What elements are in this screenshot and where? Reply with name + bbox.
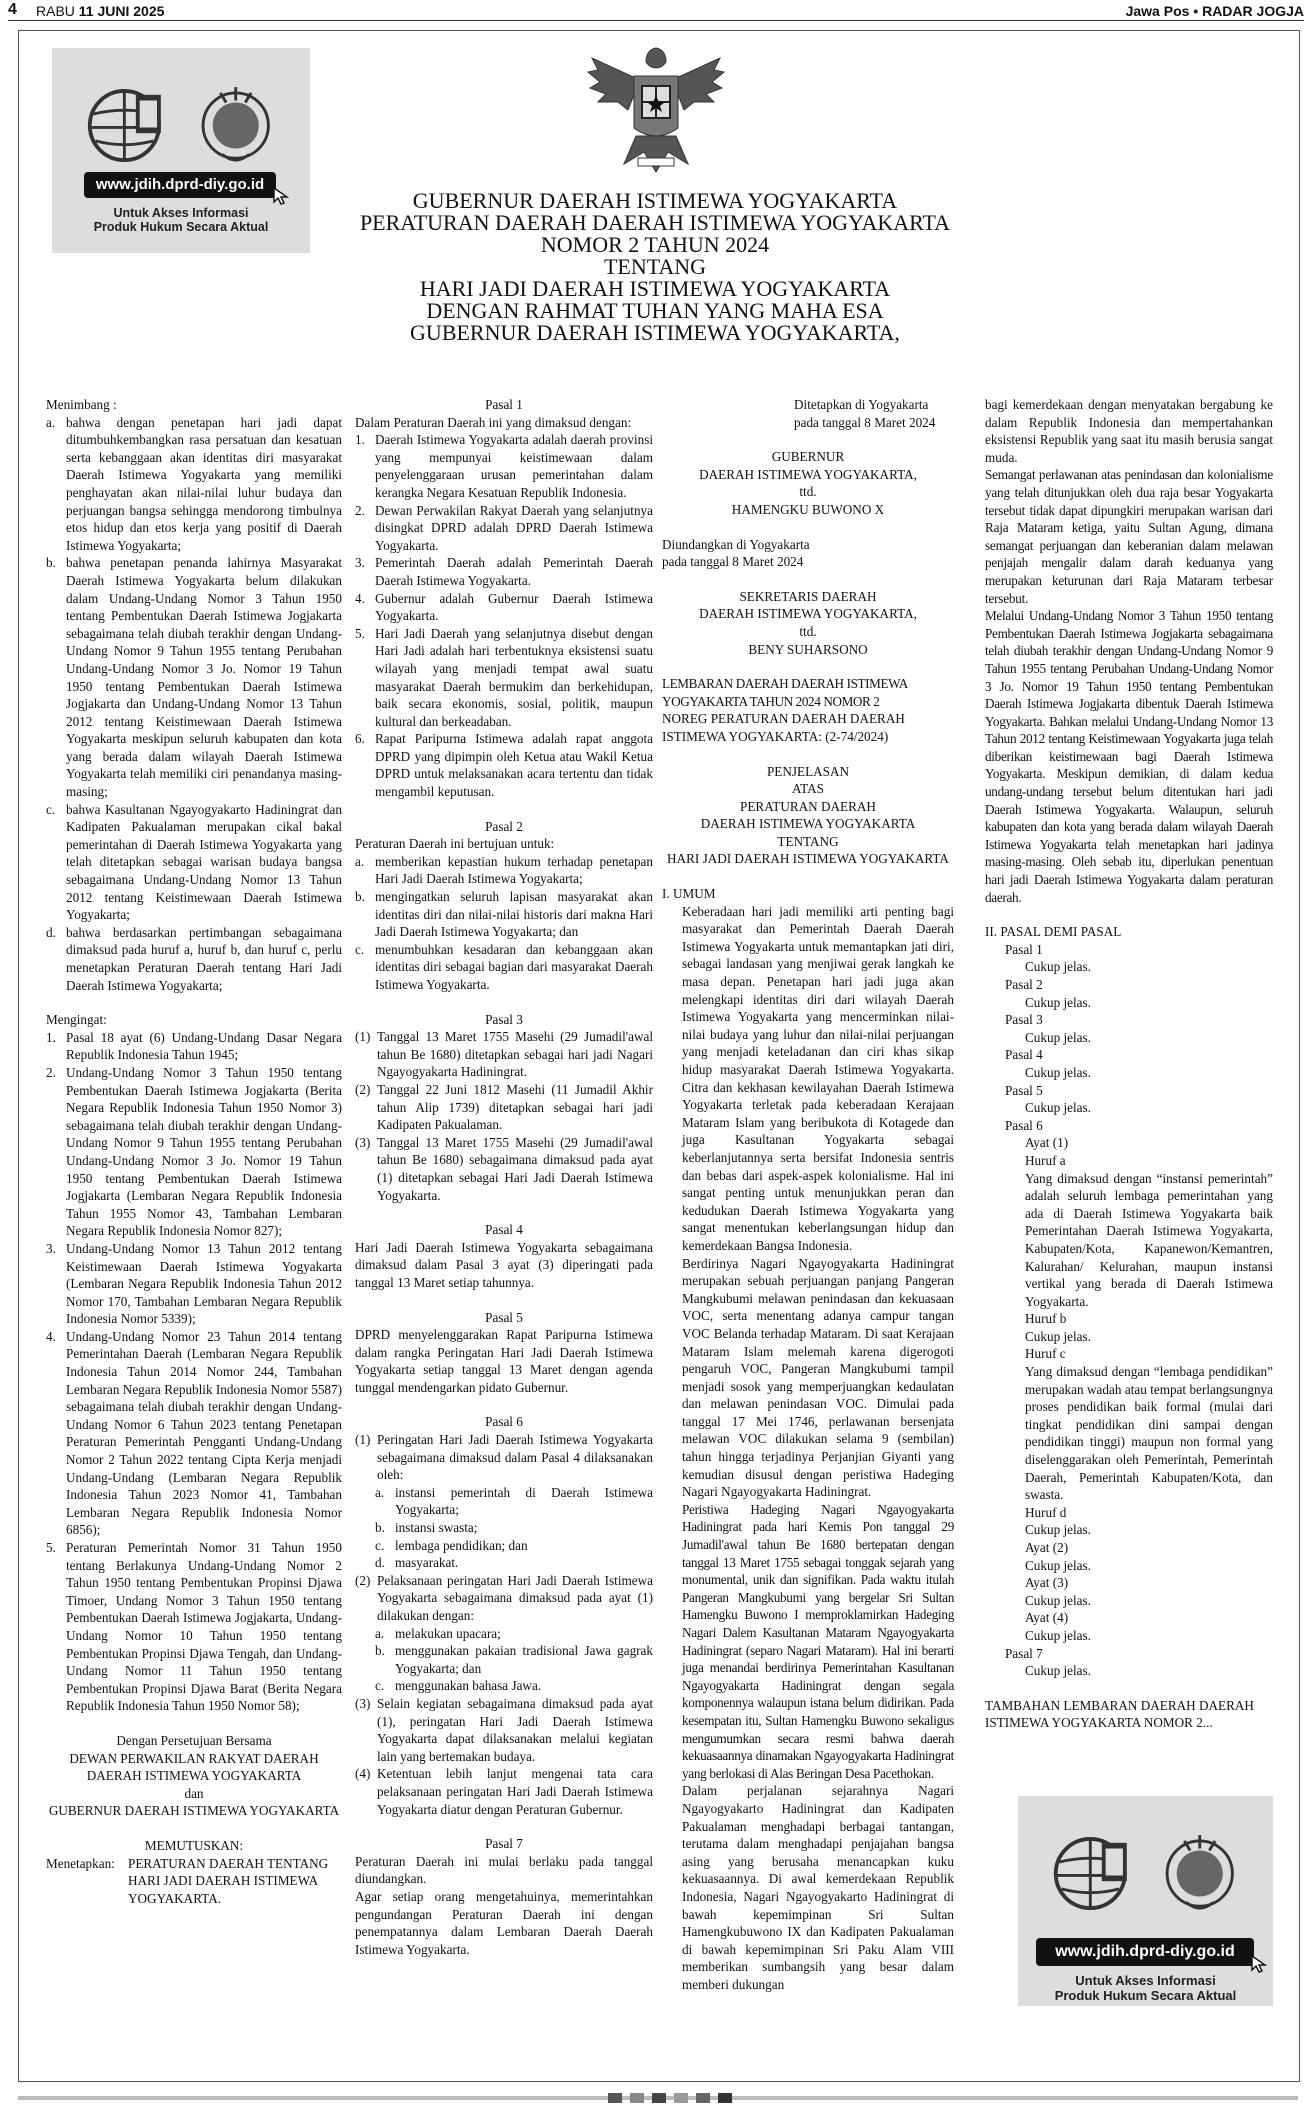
jdih-caption: Untuk Akses Informasi Produk Hukum Secara Aktual	[93, 206, 269, 235]
list-item: (4) Ketentuan lebih lanjut mengenai tata cara pelaksanaan peringatan Hari Jadi Daerah Istimewa Yogyakarta diatur dengan Peraturan Gubernur.	[355, 1766, 653, 1817]
list-item: a. bahwa dengan penetapan hari jadi dapat ditumbuhkembangkan rasa persatuan dan kesatuan serta kebanggaan akan identitas diri masyarakat Daerah Istimewa Yogyakarta yang memiliki penghayatan akan nilai-nilai luhur budaya dan perjuangan bangsa sehingga mendorong timbulnya etos hidup dan etos kerja yang positif di Daerah Istimewa Yogyakarta;	[46, 414, 342, 553]
list-item: d. bahwa berdasarkan pertimbangan sebagaimana dimaksud pada huruf a, huruf b, dan huruf c, perlu menetapkan Peraturan Daerah tentang Hari Jadi Daerah Istimewa Yogyakarta;	[46, 924, 342, 993]
footer-bar	[18, 2093, 1298, 2103]
umum-heading: I. UMUM	[662, 886, 716, 902]
list-item: a. memberikan kepastian hukum terhadap penetapan Hari Jadi Daerah Istimewa Yogyakarta;	[355, 853, 653, 887]
pasal-demi-pasal-heading: II. PASAL DEMI PASAL	[985, 924, 1122, 940]
persetujuan-block: Dengan Persetujuan Bersama DEWAN PERWAKILAN RAKYAT DAERAH DAERAH ISTIMEWA YOGYAKARTA dan GUBERNUR DAERAH ISTIMEWA YOGYAKARTA	[48, 1732, 340, 1819]
list-item: (2) Tanggal 22 Juni 1812 Masehi (11 Jumadil Akhir tahun Alip 1739) ditetapkan sebagai hari jadi Kadipaten Pakualaman.	[355, 1081, 653, 1133]
jdih-url-link[interactable]: www.jdih.dprd-diy.go.id	[84, 172, 276, 198]
list-item: (1) Peringatan Hari Jadi Daerah Istimewa Yogyakarta sebagaimana dimaksud dalam Pasal 4 dilaksanakan oleh:	[355, 1432, 653, 1483]
lembaran-daerah: LEMBARAN DAERAH DAERAH ISTIMEWA YOGYAKARTA TAHUN 2024 NOMOR 2	[662, 676, 908, 709]
tambahan-lembaran: TAMBAHAN LEMBARAN DAERAH DAERAH ISTIMEWA YOGYAKARTA NOMOR 2...	[985, 1697, 1254, 1731]
list-item: (2) Pelaksanaan peringatan Hari Jadi Daerah Istimewa Yogyakarta sebagaimana dimaksud pada ayat (1) dilakukan dengan:	[355, 1572, 653, 1623]
publication-name: Jawa Pos • RADAR JOGJA	[1125, 3, 1304, 19]
column-4: bagi kemerdekaan dengan menyatakan bergabung ke dalam Republik Indonesia dan mempertahankan eksistensi Republik yang saat itu masih berusia sangat muda. Semangat perlawanan atas penindasan dan kolonialisme yang telah ditunjukkan oleh dua raja besar Yogyakarta tersebut tidak dapat dipungkiri merupakan warisan dari Raja Mataram ketiga, yaitu Sultan Agung, dimana semangat perjuangan dan keberanian dalam melawan penjajah mengalir dalam darah keduanya yang merupakan keturunan dari Raja Mataram terbesar tersebut. Melalui Undang-Undang Nomor 3 Tahun 1950 tentang Pembentukan Daerah Istimewa Jogjakarta sebagaimana telah diubah terakhir dengan Undang-Undang Nomor 9 Tahun 1955 tentang Perubahan Undang-Undang Nomor 3 Jo. Nomor 19 Tahun 1950 tentang Pembentukan Daerah Istimewa Jogjakarta dibentuk Daerah Istimewa Yogyakarta. Bahkan melalui Undang-Undang Nomor 13 Tahun 2012 tentang Keistimewaan Yogyakarta juga telah diberikan keistimewaan bagi Daerah Istimewa Yogyakarta. Meskipun demikian, di dalam kedua undang-undang tersebut belum ditentukan hari jadi Daerah Istimewa Yogyakarta. Walaupun, seluruh kabupaten dan kota yang berada dalam wilayah Daerah Istimewa Yogyakarta telah menetapkan hari jadinya masing-masing. Oleh sebab itu, diperlukan penentuan hari jadi Daerah Istimewa Yogyakarta dalam peraturan daerah. II. PASAL DEMI PASAL Pasal 1 Cukup jelas. Pasal 2 Cukup jelas. Pasal 3 Cukup jelas. Pasal 4 Cukup jelas. Pasal 5 Cukup jelas. Pasal 6 Ayat (1) Huruf a Yang dimaksud dengan “instansi pemerintah” adalah seluruh lembaga pemerintahan yang ada di Daerah Istimewa Yogyakarta baik Pemerintahan Daerah Istimewa Yogyakarta, Kabupaten/Kota, Kapanewon/Kemantren, Kalurahan/ Kelurahan, maupun instansi vertikal yang berada di Daerah Istimewa Yogyakarta. Huruf b Cukup jelas. Huruf c Yang dimaksud dengan “lembaga pendidikan” merupakan wadah atau tempat berlangsungnya proses pendidikan baik formal (mulai dari tingkat pendidikan dini sampai dengan pendidikan tinggi) maupun non formal yang diselenggarakan oleh Pemerintah, Pemerintah Daerah, Pemerintah Kabupaten/Kota, dan swasta. Huruf d Cukup jelas. Ayat (2) Cukup jelas. Ayat (3) Cukup jelas. Ayat (4) Cukup jelas. Pasal 7 Cukup jelas. TAMBAHAN LEMBARAN DAERAH DAERAH ISTIMEWA YOGYAKARTA NOMOR 2...	[985, 397, 1273, 1731]
jdih-url-link[interactable]: www.jdih.dprd-diy.go.id	[1036, 1938, 1254, 1966]
dprd-logos-icon	[1018, 1814, 1273, 1934]
list-item: 1. Daerah Istimewa Yogyakarta adalah daerah provinsi yang mempunyai keistimewaan dalam penyelenggaraan urusan pemerintahan dalam kerangka Negara Kesatuan Republik Indonesia.	[355, 432, 653, 500]
column-2: Pasal 1 Dalam Peraturan Daerah ini yang dimaksud dengan: 1. Daerah Istimewa Yogyakarta adalah daerah provinsi yang mempunyai keistimewaan dalam penyelenggaraan urusan pemerintahan dalam kerangka Negara Kesatuan Republik Indonesia. 2. Dewan Perwakilan Rakyat Daerah yang selanjutnya disingkat DPRD adalah DPRD Daerah Istimewa Yogyakarta. 3. Pemerintah Daerah adalah Pemerintah Daerah Daerah Istimewa Yogyakarta. 4. Gubernur adalah Gubernur Daerah Istimewa Yogyakarta. 5. Hari Jadi Daerah yang selanjutnya disebut dengan Hari Jadi adalah hari terbentuknya eksistensi suatu wilayah yang menjadi tempat awal suatu masyarakat Daerah bermukim dan berkehidupan, baik secara ekonomis, sosial, politik, maupun kultural dan berkeadaban. 6. Rapat Paripurna Istimewa adalah rapat anggota DPRD yang dipimpin oleh Ketua atau Wakil Ketua DPRD untuk melaksanakan acara tertentu dan tidak mengambil keputusan. Pasal 2 Peraturan Daerah ini bertujuan untuk: a. memberikan kepastian hukum terhadap penetapan Hari Jadi Daerah Istimewa Yogyakarta; b. mengingatkan seluruh lapisan masyarakat akan identitas diri dan nilai-nilai historis dari makna Hari Jadi Daerah Istimewa Yogyakarta; dan c. menumbuhkan kesadaran dan kebanggaan akan identitas diri sebagai bagian dari masyarakat Daerah Istimewa Yogyakarta. Pasal 3 (1) Tanggal 13 Maret 1755 Masehi (29 Jumadil'awal tahun Be 1680) ditetapkan sebagai hari jadi Nagari Ngayogyakarta Hadiningrat. (2) Tanggal 22 Juni 1812 Masehi (11 Jumadil Akhir tahun Alip 1739) ditetapkan sebagai hari jadi Kadipaten Pakualaman. (3) Tanggal 13 Maret 1755 Masehi (29 Jumadil'awal tahun Be 1680) sebagaimana dimaksud pada ayat (1) ditetapkan sebagai Hari Jadi Daerah Istimewa Yogyakarta. Pasal 4 Hari Jadi Daerah Istimewa Yogyakarta sebagaimana dimaksud dalam Pasal 3 ayat (3) diperingati pada tanggal 13 Maret setiap tahunnya. Pasal 5 DPRD menyelenggarakan Rapat Paripurna Istimewa dalam rangka Peringatan Hari Jadi Daerah Istimewa Yogyakarta setiap tanggal 13 Maret dengan agenda tunggal mendengarkan pidato Gubernur. Pasal 6 (1) Peringatan Hari Jadi Daerah Istimewa Yogyakarta sebagaimana dimaksud dalam Pasal 4 dilaksanakan oleh: a. instansi pemerintah di Daerah Istimewa Yogyakarta; b. instansi swasta; c. lembaga pendidikan; dan d. masyarakat. (2) Pelaksanaan peringatan Hari Jadi Daerah Istimewa Yogyakarta sebagaimana dimaksud pada ayat (1) dilakukan dengan: a. melakukan upacara; b. menggunakan pakaian tradisional Jawa gagrak Yogyakarta; dan c. menggunakan bahasa Jawa. (3) Selain kegiatan sebagaimana dimaksud pada ayat (1), peringatan Hari Jadi Daerah Istimewa Yogyakarta dapat dilaksanakan melalui kegiatan lain yang bertemakan budaya. (4) Ketentuan lebih lanjut mengenai tata cara pelaksanaan peringatan Hari Jadi Daerah Istimewa Yogyakarta diatur dengan Peraturan Gubernur. Pasal 7 Peraturan Daerah ini mulai berlaku pada tanggal diundangkan. Agar setiap orang mengetahuinya, memerintahkan pengundangan Peraturan Daerah ini dengan penempatannya dalam Lembaran Daerah Daerah Istimewa Yogyakarta.	[355, 397, 653, 1957]
pasal-heading: Pasal 3	[485, 1011, 523, 1027]
list-item: c. menumbuhkan kesadaran dan kebanggaan akan identitas diri sebagai bagian dari masyarakat Daerah Istimewa Yogyakarta.	[355, 941, 653, 992]
list-item: a. instansi pemerintah di Daerah Istimewa Yogyakarta;	[375, 1484, 653, 1518]
memutuskan-heading: MEMUTUSKAN:	[144, 1837, 244, 1853]
list-item: 5. Peraturan Pemerintah Nomor 31 Tahun 1950 tentang Berlakunya Undang-Undang Nomor 2 Tahun 1950 tentang Pembentukan Propinsi Djawa Timoer, Undang Nomor 3 Tahun 1950 tentang Pembentukan Daerah Istimewa Jogjakarta, Undang-Undang Nomor 10 Tahun 1950 tentang Pembentukan Propinsi Djawa Tengah, dan Undang-Undang Nomor 11 Tahun 1950 tentang Pembentukan Propinsi Djawa Barat (Berita Negara Republik Indonesia Tahun 1950 Nomor 58);	[46, 1540, 342, 1714]
signature-place: Ditetapkan di Yogyakarta pada tanggal 8 Maret 2024	[794, 397, 936, 430]
list-item: c. bahwa Kasultanan Ngayogyakarto Hadiningrat dan Kadipaten Pakualaman merupakan cikal bakal pemerintahan di Daerah Istimewa Yogyakarta yang telah ditetapkan sebagai warisan budaya bangsa sebagaimana Undang-Undang Nomor 13 Tahun 2012 tentang Keistimewaan Daerah Istimewa Yogyakarta;	[46, 801, 342, 923]
list-item: c. menggunakan bahasa Jawa.	[375, 1678, 542, 1694]
pasal-heading: Pasal 1	[485, 397, 523, 412]
list-item: d. masyarakat.	[375, 1555, 459, 1571]
jdih-caption: Untuk Akses Informasi Produk Hukum Secara Aktual	[1054, 1973, 1237, 2003]
secretary-signature: SEKRETARIS DAERAH DAERAH ISTIMEWA YOGYAKARTA, ttd. BENY SUHARSONO	[699, 588, 917, 657]
list-item: b. instansi swasta;	[375, 1520, 478, 1536]
page-number: 4	[8, 1, 17, 18]
menimbang-label: Menimbang :	[46, 397, 117, 412]
list-item: (1) Tanggal 13 Maret 1755 Masehi (29 Jumadil'awal tahun Be 1680) ditetapkan sebagai hari jadi Nagari Ngayogyakarta Hadiningrat.	[355, 1029, 653, 1080]
pasal-heading: Pasal 4	[485, 1222, 523, 1238]
cursor-icon	[272, 186, 290, 206]
noreg: NOREG PERATURAN DAERAH DAERAH ISTIMEWA YOGYAKARTA: (2-74/2024)	[662, 711, 905, 744]
list-item: 4. Gubernur adalah Gubernur Daerah Istimewa Yogyakarta.	[355, 590, 653, 624]
penjelasan-heading: PENJELASAN ATAS PERATURAN DAERAH DAERAH ISTIMEWA YOGYAKARTA TENTANG HARI JADI DAERAH ISTIMEWA YOGYAKARTA	[667, 763, 949, 867]
list-item: c. lembaga pendidikan; dan	[375, 1537, 528, 1553]
regulation-title: GUBERNUR DAERAH ISTIMEWA YOGYAKARTA PERATURAN DAERAH DAERAH ISTIMEWA YOGYAKARTA NOMOR 2 TAHUN 2024 TENTANG HARI JADI DAERAH ISTIMEWA YOGYAKARTA DENGAN RAHMAT TUHAN YANG MAHA ESA GUBERNUR DAERAH ISTIMEWA YOGYAKARTA,	[359, 188, 951, 345]
list-item: 1. Pasal 18 ayat (6) Undang-Undang Dasar Negara Republik Indonesia Tahun 1945;	[46, 1029, 342, 1063]
list-item: 3. Pemerintah Daerah adalah Pemerintah Daerah Daerah Istimewa Yogyakarta.	[355, 555, 653, 588]
list-item: b. bahwa penetapan penanda lahirnya Masyarakat Daerah Istimewa Yogyakarta belum dilakukan dalam Undang-Undang Nomor 3 Tahun 1950 tentang Pembentukan Daerah Istimewa Jogjakarta sebagaimana telah diubah terakhir dengan Undang-Undang Nomor 9 Tahun 1955 tentang Perubahan Undang-Undang Nomor 3 Jo. Nomor 19 Tahun 1950 tentang Pembentukan Daerah Istimewa Jogjakarta dan Undang-Undang Nomor 13 Tahun 2012 tentang Keistimewaan Daerah Istimewa Yogyakarta meskipun seluruh kabupaten dan kota yang berada dalam wilayah Daerah Istimewa Yogyakarta telah memiliki ciri penandanya masing-masing;	[46, 555, 342, 800]
list-item: b. menggunakan pakaian tradisional Jawa gagrak Yogyakarta; dan	[375, 1643, 653, 1676]
list-item: (3) Selain kegiatan sebagaimana dimaksud pada ayat (1), peringatan Hari Jadi Daerah Istimewa Yogyakarta dapat dilaksanakan melalui kegiatan lain yang bertemakan budaya.	[355, 1695, 653, 1764]
list-item: b. mengingatkan seluruh lapisan masyarakat akan identitas diri dan nilai-nilai historis dari makna Hari Jadi Daerah Istimewa Yogyakarta; dan	[355, 889, 653, 940]
list-item: 6. Rapat Paripurna Istimewa adalah rapat anggota DPRD yang dipimpin oleh Ketua atau Wakil Ketua DPRD untuk melaksanakan acara tertentu dan tidak mengambil keputusan.	[355, 731, 653, 800]
column-3: Ditetapkan di Yogyakarta pada tanggal 8 Maret 2024 GUBERNUR DAERAH ISTIMEWA YOGYAKARTA, ttd. HAMENGKU BUWONO X Diundangkan di Yogyakarta pada tanggal 8 Maret 2024 SEKRETARIS DAERAH DAERAH ISTIMEWA YOGYAKARTA, ttd. BENY SUHARSONO LEMBARAN DAERAH DAERAH ISTIMEWA YOGYAKARTA TAHUN 2024 NOMOR 2 NOREG PERATURAN DAERAH DAERAH ISTIMEWA YOGYAKARTA: (2-74/2024) PENJELASAN ATAS PERATURAN DAERAH DAERAH ISTIMEWA YOGYAKARTA TENTANG HARI JADI DAERAH ISTIMEWA YOGYAKARTA I. UMUM Keberadaan hari jadi memiliki arti penting bagi masyarakat dan Pemerintah Daerah Daerah Istimewa Yogyakarta untuk memantapkan jati diri, sebagai landasan yang menjiwai gerak langkah ke masa depan. Penetapan hari jadi juga akan melengkapi identitas diri dari wilayah Daerah Istimewa Yogyakarta yang mencerminkan nilai-nilai budaya yang luhur dan nilai-nilai perjuangan yang menjadi keteladanan dan ciri khas sikap hidup masyarakat Daerah Istimewa Yogyakarta. Citra dan kekhasan kewilayahan Daerah Istimewa Yogyakarta terletak pada keberadaan Kerajaan Mataram Islam yang beribukota di Kotagede dan juga Kasultanan Yogyakarta sebagai keberlanjutannya serta bersifat Indonesia sentris dan bebas dari aspek-aspek kolonialisme. Hal ini sangat penting untuk menunjukkan peran dan kedudukan Daerah Istimewa Yogyakarta yang sangat menentukan keberlangsungan hidup dan kemerdekaan Bangsa Indonesia. Berdirinya Nagari Ngayogyakarta Hadiningrat merupakan sebuah perjuangan panjang Pangeran Mangkubumi melawan penindasan dan kekuasaan VOC, serta menentang adanya campur tangan VOC Belanda terhadap Mataram. Di saat Kerajaan Mataram Islam melemah karena digerogoti pengaruh VOC, Pangeran Mangkubumi tampil menjadi sosok yang memperjuangkan kedaulatan dan melawan penindasan VOC. Dimulai pada tanggal 17 Mei 1746, perlawanan bersenjata melawan VOC dilakukan selama 9 (sembilan) tahun hingga terjadinya Perjanjian Giyanti yang kemudian disusul dengan peristiwa Hadeging Nagari Ngayogyakarta Hadiningrat. Peristiwa Hadeging Nagari Ngayogyakarta Hadiningrat pada hari Kemis Pon tanggal 29 Jumadil'awal tahun Be 1680 bertepatan dengan tanggal 13 Maret 1755 sebagai tonggak sejarah yang monumental, unik dan signifikan. Pada waktu itulah Pangeran Mangkubumi yang bergelar Sri Sultan Hamengku Buwono I memproklamirkan Hadeging Nagari Dalem Kasultanan Mataram Ngayogyakarta Hadiningrat (separo Nagari Mataram). Hal ini berarti juga menandai berdirinya Pemerintahan Kasultanan Ngayogyakarta Hadiningrat dengan segala komponennya walaupun istana belum didirikan. Pada kesempatan itu, Sultan Hamengku Buwono sekaligus mengumumkan secara resmi bahwa daerah kekuasaannya dinamakan Ngayogyakarta Hadiningrat yang berlokasi di Alas Beringan Desa Pacethokan. Dalam perjalanan sejarahnya Nagari Ngayogyakarto Hadiningrat dan Kadipaten Pakualaman menghadapi berbagai tantangan, terutama dalam menghadapi penjajahan bangsa asing yang berusaha menancapkan kuku kekuasaannya. Di awal kemerdekaan Republik Indonesia, Nagari Ngayogyakarto Hadiningrat di bawah kepemimpinan Sri Sultan Hamengkubuwono IX dan Kadipaten Pakualaman di bawah kepemimpinan Sri Paku Alam VIII memberikan sumbangsih yang besar dalam memberi dukungan	[662, 397, 954, 1992]
list-item: (3) Tanggal 13 Maret 1755 Masehi (29 Jumadil'awal tahun Be 1680) sebagaimana dimaksud pada ayat (1) ditetapkan sebagai Hari Jadi Daerah Istimewa Yogyakarta.	[355, 1134, 653, 1203]
pasal-heading: Pasal 6	[485, 1414, 523, 1430]
cursor-icon	[1250, 1954, 1268, 1974]
list-item: 2. Undang-Undang Nomor 3 Tahun 1950 tentang Pembentukan Daerah Istimewa Jogjakarta (Berita Negara Republik Indonesia Tahun 1950 Nomor 3) sebagaimana telah diubah terakhir dengan Undang-Undang Nomor 9 Tahun 1955 tentang Perubahan Undang-Undang Nomor 3 Jo. Nomor 19 Tahun 1950 tentang Pembentukan Daerah Istimewa Jogjakarta (Lembaran Negara Republik Indonesia Tahun 1955 Nomor 43, Tambahan Lembaran Negara Republik Indonesia Nomor 827);	[46, 1064, 342, 1239]
list-item: 2. Dewan Perwakilan Rakyat Daerah yang selanjutnya disingkat DPRD adalah DPRD Daerah Istimewa Yogyakarta.	[355, 502, 653, 553]
pasal-explanations: Pasal 1 Cukup jelas. Pasal 2 Cukup jelas. Pasal 3 Cukup jelas. Pasal 4 Cukup jelas. Pasal 5 Cukup jelas. Pasal 6 Ayat (1) Huruf a Yang dimaksud dengan “instansi pemerintah” adalah seluruh lembaga pemerintahan yang ada di Daerah Istimewa Yogyakarta baik Pemerintahan Daerah Istimewa Yogyakarta, Kabupaten/Kota, Kapanewon/Kemantren, Kalurahan/ Kelurahan, maupun instansi vertikal yang berada di Daerah Istimewa Yogyakarta. Huruf b Cukup jelas. Huruf c Yang dimaksud dengan “lembaga pendidikan” merupakan wadah atau tempat berlangsungnya proses pendidikan baik formal (mulai dari tingkat pendidikan dini sampai dengan pendidikan tinggi) maupun non formal yang diselenggarakan oleh Pemerintah, Pemerintah Daerah, Pemerintah Kabupaten/Kota, dan swasta. Huruf d Cukup jelas. Ayat (2) Cukup jelas. Ayat (3) Cukup jelas. Ayat (4) Cukup jelas. Pasal 7 Cukup jelas.	[1005, 941, 1273, 1679]
list-item: 5. Hari Jadi Daerah yang selanjutnya disebut dengan Hari Jadi adalah hari terbentuknya eksistensi suatu wilayah yang menjadi tempat awal suatu masyarakat Daerah bermukim dan berkehidupan, baik secara ekonomis, sosial, politik, maupun kultural dan berkeadaban.	[355, 625, 653, 729]
issue-date: RABU 11 JUNI 2025	[36, 3, 165, 19]
jdih-promo-top	[52, 48, 310, 253]
list-item: 4. Undang-Undang Nomor 23 Tahun 2014 tentang Pemerintahan Daerah (Lembaran Negara Republik Indonesia Tahun 2014 Nomor 244, Tambahan Lembaran Negara Republik Indonesia Nomor 5587) sebagaimana telah diubah terakhir dengan Undang-Undang Nomor 6 Tahun 2023 tentang Penetapan Peraturan Pemerintah Pengganti Undang-Undang Nomor 2 Tahun 2022 tentang Cipta Kerja menjadi Undang-Undang (Lembaran Negara Republik Indonesia Tahun 2023 Nomor 41, Tambahan Lembaran Negara Republik Indonesia Nomor 6856);	[46, 1328, 342, 1538]
pasal-heading: Pasal 7	[485, 1836, 523, 1852]
garuda-pancasila-icon	[584, 40, 728, 180]
list-item: 3. Undang-Undang Nomor 13 Tahun 2012 tentang Keistimewaan Daerah Istimewa Yogyakarta (Lembaran Negara Republik Indonesia Tahun 2012 Nomor 170, Tambahan Lembaran Negara Republik Indonesia Nomor 5339);	[46, 1240, 342, 1327]
list-item: a. melakukan upacara;	[375, 1625, 501, 1641]
pasal-heading: Pasal 2	[485, 818, 523, 834]
mengingat-label: Mengingat:	[46, 1012, 107, 1028]
jdih-promo-bottom	[1018, 1796, 1273, 2006]
dprd-logos-icon	[52, 66, 310, 186]
menetapkan-block: Menetapkan: PERATURAN DAERAH TENTANG HARI JADI DAERAH ISTIMEWA YOGYAKARTA.	[46, 1855, 329, 1906]
column-1	[46, 396, 342, 1907]
page-header	[8, 0, 1304, 21]
governor-signature: GUBERNUR DAERAH ISTIMEWA YOGYAKARTA, ttd. HAMENGKU BUWONO X	[699, 449, 917, 517]
pasal-heading: Pasal 5	[485, 1309, 523, 1325]
